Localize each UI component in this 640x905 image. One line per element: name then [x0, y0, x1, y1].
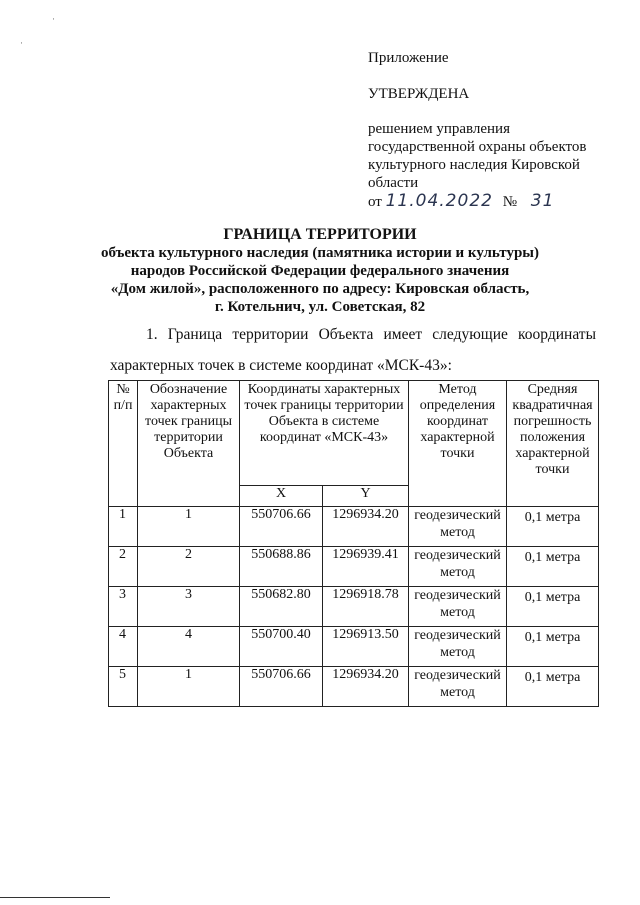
- footer-divider: [0, 897, 110, 898]
- table-row: [109, 627, 599, 667]
- cell-y: 1296918.78: [323, 587, 409, 627]
- table-row: [109, 587, 599, 627]
- title-line: народов Российской Федерации федерального значения: [130, 263, 510, 279]
- scan-mark: ·: [20, 38, 23, 48]
- header-accuracy: Средняя квадратичная погрешность положения характерной точки: [507, 381, 599, 507]
- cell-accuracy: 0,1 метра: [507, 627, 599, 667]
- title-subtext: [0, 244, 640, 316]
- handwritten-number: 31: [530, 191, 555, 211]
- cell-y: 1296934.20: [323, 507, 409, 547]
- cell-num: 2: [109, 547, 138, 587]
- cell-y: 1296939.41: [323, 547, 409, 587]
- cell-num: 1: [109, 507, 138, 547]
- table-row: [109, 667, 599, 707]
- cell-num: 4: [109, 627, 138, 667]
- header-y: Y: [323, 486, 409, 507]
- decision-line: государственной охраны объектов: [368, 139, 587, 155]
- decision-line: решением управления: [368, 121, 510, 137]
- title-line: г. Котельнич, ул. Советская, 82: [214, 299, 426, 315]
- cell-point: 1: [138, 507, 240, 547]
- cell-point: 1: [138, 667, 240, 707]
- cell-num: 5: [109, 667, 138, 707]
- cell-x: 550706.66: [240, 507, 323, 547]
- cell-x: 550688.86: [240, 547, 323, 587]
- header-num: № п/п: [109, 381, 138, 507]
- cell-x: 550706.66: [240, 667, 323, 707]
- paragraph-line-1: 1. Граница территории Объекта имеет следующие координаты: [146, 326, 596, 343]
- coordinates-table: [108, 380, 599, 707]
- cell-y: 1296934.20: [323, 667, 409, 707]
- cell-num: 3: [109, 587, 138, 627]
- cell-method: геодезический метод: [409, 667, 507, 707]
- decision-line: культурного наследия Кировской: [368, 157, 580, 173]
- cell-accuracy: 0,1 метра: [507, 507, 599, 547]
- cell-x: 550700.40: [240, 627, 323, 667]
- cell-x: 550682.80: [240, 587, 323, 627]
- cell-method: геодезический метод: [409, 547, 507, 587]
- cell-y: 1296913.50: [323, 627, 409, 667]
- title-line: «Дом жилой», расположенного по адресу: Кировская область,: [110, 281, 530, 297]
- header-method: Метод определения координат характерной точки: [409, 381, 507, 507]
- decision-line: области: [368, 175, 419, 191]
- cell-point: 2: [138, 547, 240, 587]
- cell-method: геодезический метод: [409, 627, 507, 667]
- title-line: объекта культурного наследия (памятника истории и культуры): [100, 245, 539, 261]
- paragraph-line-2: характерных точек в системе координат «МСК-43»:: [110, 357, 452, 374]
- approved-label: УТВЕРЖДЕНА: [368, 86, 470, 102]
- table-header-row: [109, 381, 599, 486]
- header-designation: Обозначение характерных точек границы территории Объекта: [138, 381, 240, 507]
- table-row: [109, 507, 599, 547]
- document-title: ГРАНИЦА ТЕРРИТОРИИ: [223, 226, 417, 243]
- appendix-label: Приложение: [368, 50, 449, 66]
- header-coordinates: Координаты характерных точек границы территории Объекта в системе координат «МСК-43»: [240, 381, 409, 486]
- cell-accuracy: 0,1 метра: [507, 547, 599, 587]
- scan-mark: ·: [52, 14, 55, 24]
- cell-accuracy: 0,1 метра: [507, 667, 599, 707]
- decision-block: [368, 120, 587, 192]
- cell-method: геодезический метод: [409, 507, 507, 547]
- cell-method: геодезический метод: [409, 587, 507, 627]
- handwritten-date: 11.04.2022: [385, 191, 493, 211]
- cell-accuracy: 0,1 метра: [507, 587, 599, 627]
- header-x: X: [240, 486, 323, 507]
- date-prefix: от: [368, 194, 382, 210]
- number-prefix: №: [502, 194, 518, 210]
- cell-point: 4: [138, 627, 240, 667]
- table-row: [109, 547, 599, 587]
- cell-point: 3: [138, 587, 240, 627]
- decision-date-line: [368, 192, 554, 211]
